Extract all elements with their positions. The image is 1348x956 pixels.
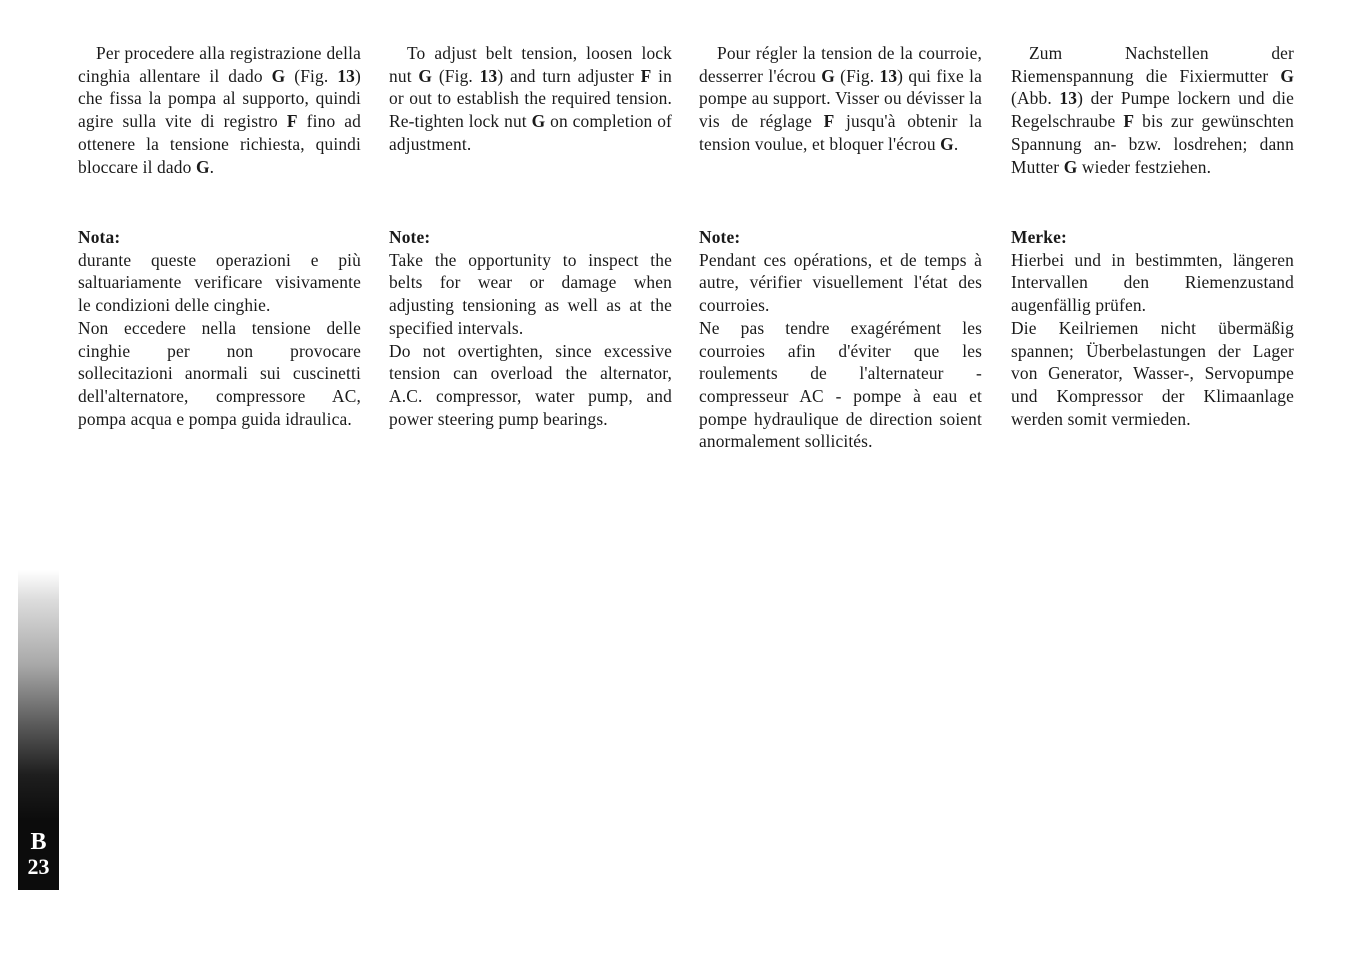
part-label: G xyxy=(1280,65,1294,86)
text-run: . xyxy=(953,133,959,154)
part-label: F xyxy=(286,111,298,132)
text-run: (Fig. xyxy=(432,65,480,86)
note-paragraph: Take the opportunity to inspect the belts for wear or damage when adjusting tensioning as well as at the specified intervals. xyxy=(389,249,672,338)
note-body xyxy=(1011,249,1294,431)
part-label: G xyxy=(418,65,433,86)
part-label: F xyxy=(1123,111,1135,132)
text-run: in or out to establish the required tension. Re-tighten lock nut xyxy=(389,65,672,132)
note-paragraph: Non eccedere nella tensione delle cinghie per non provocare sollecitazioni anormali sui cuscinetti dell'alternatore, compressore AC, pompa acqua e pompa guida idraulica. xyxy=(78,317,361,429)
text-run: ) che fissa la pompa al supporto, quindi agire sulla vite di registro xyxy=(78,65,361,132)
part-label: G xyxy=(271,65,286,86)
part-label: G xyxy=(821,65,835,86)
note-paragraph: Die Keilriemen nicht übermäßig spannen; Überbelastungen der Lager von Generator, Wasser-, Servopumpe und Kompressor der Klimaanlage werden somit vermieden. xyxy=(1011,317,1294,429)
text-run: ) and turn adjuster xyxy=(497,65,641,86)
part-label: G xyxy=(195,156,210,177)
instruction-paragraph xyxy=(1011,42,1294,178)
adjustment-instructions-italian xyxy=(78,42,361,178)
text-run: Zum Nachstellen der Riemenspannung die Fixiermutter xyxy=(1011,43,1294,86)
text-run: (Fig. xyxy=(834,65,880,86)
section-letter: B xyxy=(30,829,47,855)
text-run: Pour régler la tension de la courroie, desserrer l'écrou xyxy=(699,43,982,86)
text-run: bis zur gewünschten Spannung an- bzw. losdrehen; dann Mutter xyxy=(1011,111,1294,177)
part-label: G xyxy=(940,133,954,154)
note-block-german xyxy=(1011,226,1294,430)
column-french xyxy=(699,42,982,452)
note-body xyxy=(699,249,982,453)
text-run: jusqu'à obtenir la tension voulue, et bloquer l'écrou xyxy=(699,111,982,154)
note-body xyxy=(78,249,361,431)
note-block-english xyxy=(389,226,672,430)
text-run: ) der Pumpe lockern und die Regelschraube xyxy=(1011,88,1294,132)
note-block-italian xyxy=(78,226,361,430)
adjustment-instructions-english xyxy=(389,42,672,156)
section-tab-gradient xyxy=(18,570,59,820)
part-label: G xyxy=(531,111,546,132)
instruction-paragraph xyxy=(78,42,361,178)
adjustment-instructions-french xyxy=(699,42,982,156)
text-run: Per procedere alla registrazione della cinghia allentare il dado xyxy=(78,43,361,86)
column-english xyxy=(389,42,672,429)
note-paragraph: Pendant ces opérations, et de temps à autre, vérifier visuellement l'état des courroies. xyxy=(699,249,982,316)
note-heading: Nota: xyxy=(78,227,121,247)
figure-reference: 13 xyxy=(337,65,356,86)
section-tab xyxy=(18,818,59,890)
note-paragraph: Ne pas tendre exagérément les courroies afin d'éviter que les roulements de l'alternateur - compresseur AC - pompe à eau et pompe hydraulique de direction soient anormalement sollicités. xyxy=(699,317,982,452)
figure-reference: 13 xyxy=(879,65,898,86)
page-number: 23 xyxy=(27,854,50,879)
text-run: . xyxy=(209,156,215,177)
instruction-paragraph xyxy=(389,42,672,156)
text-run: (Abb. xyxy=(1011,88,1060,109)
note-paragraph: durante queste operazioni e più saltuariamente verificare visivamente le condizioni delle cinghie. xyxy=(78,249,361,316)
note-heading: Merke: xyxy=(1011,227,1067,247)
text-run: wieder festziehen. xyxy=(1077,156,1212,177)
note-paragraph: Do not overtighten, since excessive tension can overload the alternator, A.C. compressor, water pump, and power steering pump bearings. xyxy=(389,340,672,429)
part-label: F xyxy=(823,111,835,132)
note-block-french xyxy=(699,226,982,453)
instruction-paragraph xyxy=(699,42,982,156)
text-run: (Fig. xyxy=(285,65,338,86)
column-italian xyxy=(78,42,362,429)
part-label: F xyxy=(640,65,652,86)
column-german xyxy=(1011,42,1294,429)
text-run: fino ad ottenere la tensione richiesta, quindi bloccare il dado xyxy=(78,111,362,177)
note-heading: Note: xyxy=(699,227,741,247)
part-label: G xyxy=(1063,156,1078,177)
adjustment-instructions-german xyxy=(1011,42,1294,178)
note-paragraph: Hierbei und in bestimmten, längeren Intervallen den Riemenzustand augenfällig prüfen. xyxy=(1011,249,1294,316)
text-run: ) qui fixe la pompe au support. Visser ou dévisser la vis de réglage xyxy=(699,65,982,132)
figure-reference: 13 xyxy=(479,65,498,86)
text-run: on completion of adjustment. xyxy=(389,111,672,154)
note-body xyxy=(389,249,672,431)
note-heading: Note: xyxy=(389,227,431,247)
figure-reference: 13 xyxy=(1059,88,1078,109)
text-run: To adjust belt tension, loosen lock nut xyxy=(389,43,672,86)
